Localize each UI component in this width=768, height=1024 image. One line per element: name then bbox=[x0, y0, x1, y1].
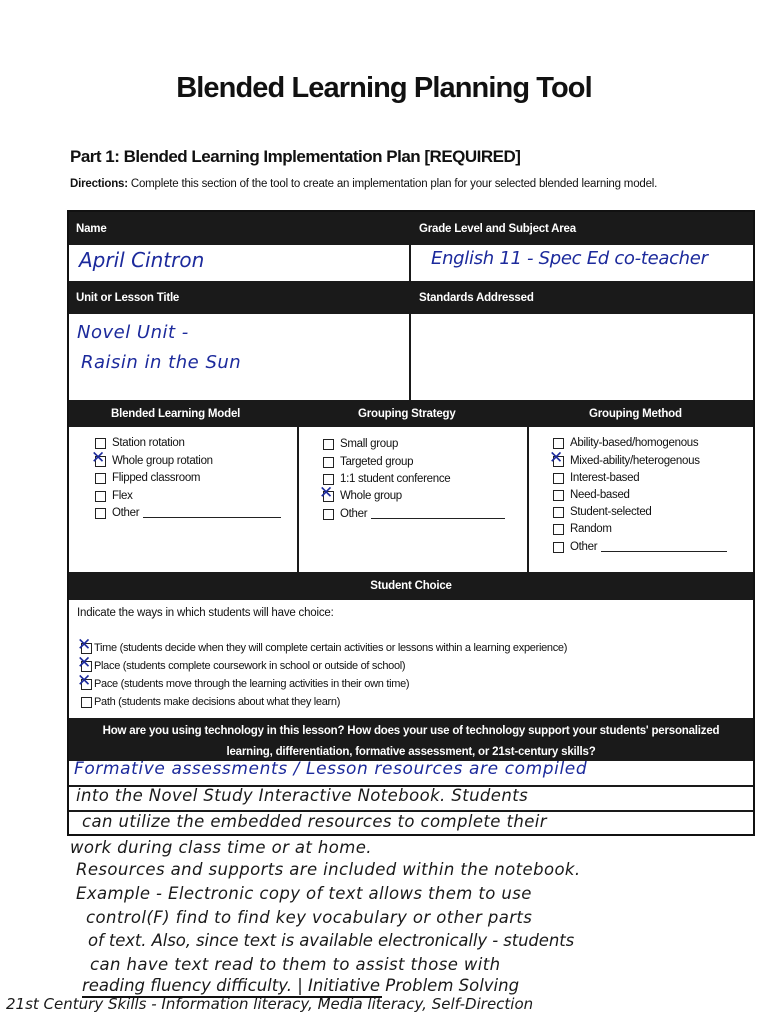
unit-standards-header bbox=[69, 281, 753, 314]
choice-option-place[interactable] bbox=[81, 660, 405, 672]
method-option-other[interactable] bbox=[553, 541, 727, 553]
model-option-other[interactable] bbox=[95, 507, 281, 519]
option-label: Other bbox=[112, 507, 140, 519]
implementation-plan-form bbox=[67, 210, 755, 836]
other-blank[interactable] bbox=[371, 509, 505, 519]
name-label: Name bbox=[76, 222, 107, 235]
student-choice-header bbox=[69, 572, 753, 600]
strategy-label: Grouping Strategy bbox=[358, 407, 456, 420]
option-label: Whole group rotation bbox=[112, 455, 213, 467]
directions-text: Complete this section of the tool to create an implementation plan for your selected blended learning model. bbox=[130, 178, 658, 190]
option-label: Targeted group bbox=[340, 456, 414, 468]
option-label: Time (students decide when they will complete certain activities or lessons within a learning experience) bbox=[94, 642, 568, 654]
method-option-interest-based[interactable] bbox=[553, 472, 639, 484]
tech-answer-line-9[interactable]: can have text read to them to assist those with bbox=[90, 955, 501, 974]
technology-question-line2: learning, differentiation, formative assessment, or 21st-century skills? bbox=[226, 746, 596, 758]
option-label: Place (students complete coursework in school or outside of school) bbox=[94, 660, 406, 672]
tech-answer-line-1[interactable]: Formative assessments / Lesson resources are compiled bbox=[74, 759, 588, 779]
checkbox[interactable] bbox=[553, 473, 564, 484]
strategy-option-other[interactable] bbox=[323, 508, 505, 520]
grade-value[interactable]: English 11 - Spec Ed co-teacher bbox=[431, 248, 708, 269]
tech-answer-line-2[interactable]: into the Novel Study Interactive Notebook. Students bbox=[76, 786, 529, 805]
tech-answer-line-10[interactable]: reading fluency difficulty. | Initiative Problem Solving bbox=[82, 976, 520, 995]
option-label: Interest-based bbox=[570, 472, 640, 484]
strategy-option-targeted-group[interactable] bbox=[323, 456, 413, 468]
checkbox-checked[interactable] bbox=[81, 679, 92, 690]
tech-answer-line-7[interactable]: control(F) find to find key vocabulary or other parts bbox=[86, 908, 533, 927]
strategy-option-small-group[interactable] bbox=[323, 438, 398, 450]
tech-answer-line-11[interactable]: 21st Century Skills - Information literacy, Media literacy, Self-Direction bbox=[6, 995, 534, 1013]
option-label: Other bbox=[340, 508, 368, 520]
section-title: Part 1: Blended Learning Implementation Plan [REQUIRED] bbox=[70, 147, 521, 166]
checkbox-checked[interactable] bbox=[553, 456, 564, 467]
name-value[interactable]: April Cintron bbox=[79, 248, 205, 272]
option-label: Other bbox=[570, 541, 598, 553]
option-label: Flipped classroom bbox=[112, 472, 201, 484]
standards-label: Standards Addressed bbox=[419, 291, 534, 304]
strategy-option-whole-group[interactable] bbox=[323, 490, 402, 502]
option-label: Random bbox=[570, 523, 612, 535]
divider bbox=[527, 427, 529, 572]
checkbox[interactable] bbox=[323, 457, 334, 468]
option-label: Small group bbox=[340, 438, 399, 450]
directions bbox=[70, 178, 657, 190]
unit-label: Unit or Lesson Title bbox=[76, 291, 180, 304]
choice-option-pace[interactable] bbox=[81, 678, 409, 690]
checkbox-checked[interactable] bbox=[95, 456, 106, 467]
method-option-student-selected[interactable] bbox=[553, 506, 652, 518]
method-option-random[interactable] bbox=[553, 523, 612, 535]
option-label: Need-based bbox=[570, 489, 630, 501]
checkbox[interactable] bbox=[81, 697, 92, 708]
option-label: Pace (students move through the learning activities in their own time) bbox=[94, 678, 410, 690]
checkbox[interactable] bbox=[323, 439, 334, 450]
choice-option-path[interactable] bbox=[81, 696, 340, 708]
method-option-mixed-ability[interactable] bbox=[553, 455, 700, 467]
other-blank[interactable] bbox=[601, 542, 727, 552]
option-label: 1:1 student conference bbox=[340, 473, 451, 485]
checkbox-checked[interactable] bbox=[323, 491, 334, 502]
checkbox[interactable] bbox=[553, 524, 564, 535]
tech-answer-line-5[interactable]: Resources and supports are included within the notebook. bbox=[76, 860, 581, 879]
checkbox[interactable] bbox=[553, 542, 564, 553]
option-label: Ability-based/homogenous bbox=[570, 437, 699, 449]
option-label: Mixed-ability/heterogenous bbox=[570, 455, 700, 467]
technology-question-header bbox=[69, 718, 753, 761]
model-label: Blended Learning Model bbox=[111, 407, 241, 420]
model-option-flipped-classroom[interactable] bbox=[95, 472, 200, 484]
checkbox[interactable] bbox=[553, 490, 564, 501]
model-option-station-rotation[interactable] bbox=[95, 437, 185, 449]
unit-value-line1[interactable]: Novel Unit - bbox=[77, 322, 189, 343]
tech-answer-line-8[interactable]: of text. Also, since text is available electronically - students bbox=[88, 931, 575, 950]
model-option-flex[interactable] bbox=[95, 490, 133, 502]
choice-option-time[interactable] bbox=[81, 642, 567, 654]
student-choice-intro: Indicate the ways in which students will have choice: bbox=[77, 607, 334, 619]
tech-answer-line-4[interactable]: work during class time or at home. bbox=[70, 838, 372, 857]
name-grade-header bbox=[69, 212, 753, 245]
checkbox[interactable] bbox=[95, 491, 106, 502]
tech-answer-line-6[interactable]: Example - Electronic copy of text allows them to use bbox=[76, 884, 532, 903]
technology-question-line1: How are you using technology in this lesson? How does your use of technology support your students' personalized bbox=[102, 725, 720, 737]
method-label: Grouping Method bbox=[589, 407, 682, 420]
student-choice-label: Student Choice bbox=[370, 580, 452, 592]
strategy-option-student-conference[interactable] bbox=[323, 473, 450, 485]
divider bbox=[297, 427, 299, 572]
checkbox[interactable] bbox=[553, 507, 564, 518]
option-label: Student-selected bbox=[570, 506, 652, 518]
method-option-need-based[interactable] bbox=[553, 489, 630, 501]
option-label: Station rotation bbox=[112, 437, 185, 449]
grade-label: Grade Level and Subject Area bbox=[419, 222, 576, 235]
page-title: Blended Learning Planning Tool bbox=[176, 72, 592, 104]
option-label: Flex bbox=[112, 490, 133, 502]
checkbox[interactable] bbox=[323, 509, 334, 520]
checkbox[interactable] bbox=[95, 508, 106, 519]
model-option-whole-group-rotation[interactable] bbox=[95, 455, 213, 467]
other-blank[interactable] bbox=[143, 508, 281, 518]
option-label: Path (students make decisions about what they learn) bbox=[94, 696, 341, 708]
grouping-header bbox=[69, 400, 753, 427]
option-label: Whole group bbox=[340, 490, 402, 502]
tech-answer-line-3[interactable]: can utilize the embedded resources to complete their bbox=[82, 812, 547, 831]
divider bbox=[409, 314, 411, 400]
unit-value-line2[interactable]: Raisin in the Sun bbox=[81, 352, 242, 373]
checkbox[interactable] bbox=[95, 473, 106, 484]
directions-label: Directions: bbox=[70, 178, 128, 190]
method-option-ability-based[interactable] bbox=[553, 437, 698, 449]
divider bbox=[409, 245, 411, 281]
